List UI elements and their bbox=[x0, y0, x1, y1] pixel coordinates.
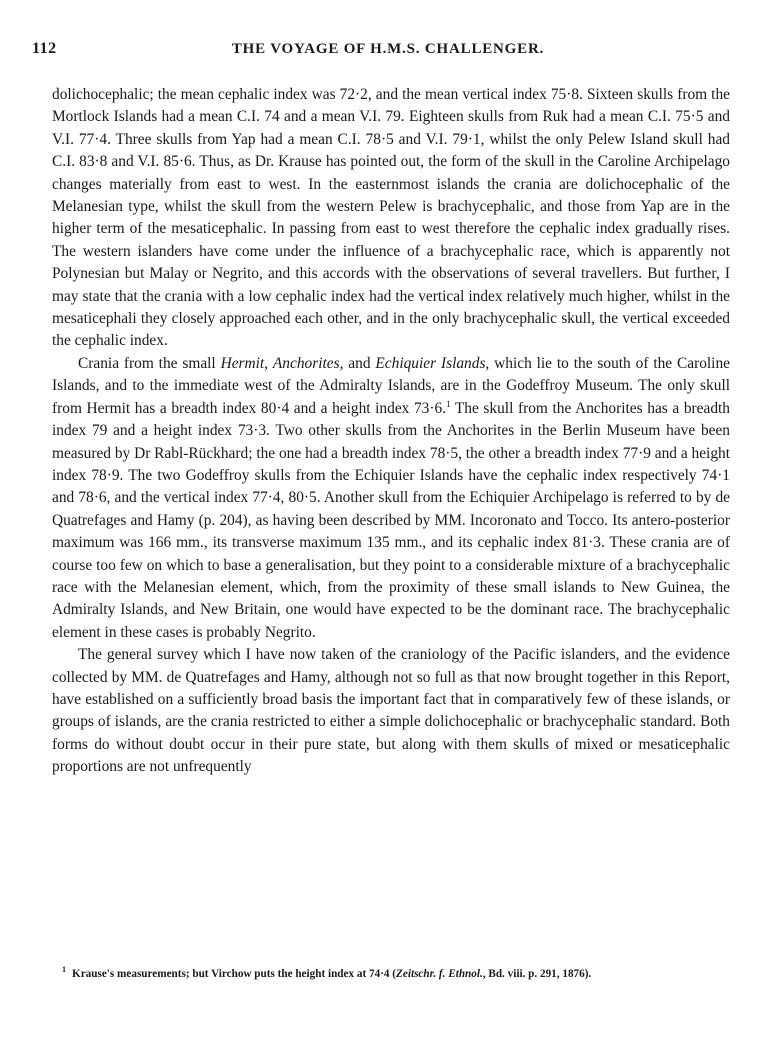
place-hermit: Hermit, bbox=[220, 354, 269, 372]
conjunction: and bbox=[343, 354, 376, 372]
footnote-text-before: Krause's measurements; but Virchow puts the height index at 74·4 ( bbox=[72, 968, 397, 980]
footnote-reference[interactable]: 1 bbox=[446, 398, 451, 409]
footnote-mark: 1 bbox=[62, 965, 66, 975]
running-head bbox=[24, 40, 752, 62]
paragraph-2-rest: The skull from the Anchorites has a breadth index 79 and a height index 73·3. Two other skulls from the Anchorites in the Berlin Museum have been measured by Dr Rabl-Rückhard; the one had a breadth index 78·5, the other a breadth index 77·9 and a height index 78·9. The two Godeffroy skulls from the Echiquier Islands have the cephalic index respectively 74·1 and 78·6, and the vertical index 77·4, 80·5. Another skull from the Echiquier Archipelago is referred to by de Quatrefages and Hamy (p. 204), as having been described by MM. Incoronato and Tocco. Its antero-posterior maximum was 166 mm., its transverse maximum 135 mm., and its cephalic index 81·3. These crania are of course too few on which to base a generalisation, but they point to a considerable mixture of a brachycephalic race with the Melanesian element, which, from the proximity of these small islands to New Guinea, the Admiralty Islands, and New Britain, one would have expected to be the dominant race. The brachycephalic element in these cases is probably Negrito. bbox=[52, 399, 730, 641]
paragraph-1: dolichocephalic; the mean cephalic index was 72·2, and the mean vertical index 75·8. Sixteen skulls from the Mortlock Islands had a mean C.I. 74 and a mean V.I. 79. Eighteen skulls from Ruk had a mean C.I. 75·5 and V.I. 77·4. Three skulls from Yap had a mean C.I. 78·5 and V.I. 79·1, whilst the only Pelew Island skull had C.I. 83·8 and V.I. 85·6. Thus, as Dr. Krause has pointed out, the form of the skull in the Caroline Archipelago changes materially from east to west. In the easternmost islands the crania are dolichocephalic of the Melanesian type, whilst the skull from the western Pelew is brachycephalic, and those from Yap are in the higher term of the mesaticephalic. In passing from east to west therefore the cephalic index gradually rises. The western islanders have come under the influence of a brachycephalic race, which is apparently not Polynesian but Malay or Negrito, and this accords with the observations of several travellers. But further, I may state that the crania with a low cephalic index had the vertical index relatively much higher, whilst in the mesaticephali they closely approached each other, and in the only brachycephalic skull, the vertical exceeded the cephalic index. bbox=[52, 86, 730, 350]
place-anchorites: Anchorites, bbox=[272, 354, 344, 372]
page-number: 112 bbox=[32, 40, 57, 57]
running-title: THE VOYAGE OF H.M.S. CHALLENGER. bbox=[231, 41, 545, 57]
paragraph-2-middle: which lie to the south of the Caroline Islands, and to the immediate west of the Admiralty Islands, are in the Godeffroy Museum. The only skull from Hermit has a breadth index 80·4 and a height index 73·6. bbox=[52, 354, 730, 417]
place-echiquier: Echiquier Islands, bbox=[375, 354, 490, 372]
paragraph-2 bbox=[52, 353, 730, 644]
footnote bbox=[52, 967, 730, 981]
body-text bbox=[52, 84, 730, 779]
footnote-journal: Zeitschr. f. Ethnol. bbox=[396, 968, 483, 980]
paragraph-3: The general survey which I have now taken of the craniology of the Pacific islanders, and the evidence collected by MM. de Quatrefages and Hamy, although not so full as that now brought together in this Report, have established on a sufficiently broad basis the important fact that in comparatively few of these islands, or groups of islands, are the crania restricted to either a simple dolichocephalic or brachycephalic standard. Both forms do without doubt occur in their pure state, but along with them skulls of mixed or mesaticephalic proportions are not unfrequently bbox=[52, 646, 730, 776]
paragraph-2-lead: Crania from the small bbox=[78, 354, 221, 372]
footnote-text-after: , Bd. viii. p. 291, 1876). bbox=[482, 968, 592, 980]
